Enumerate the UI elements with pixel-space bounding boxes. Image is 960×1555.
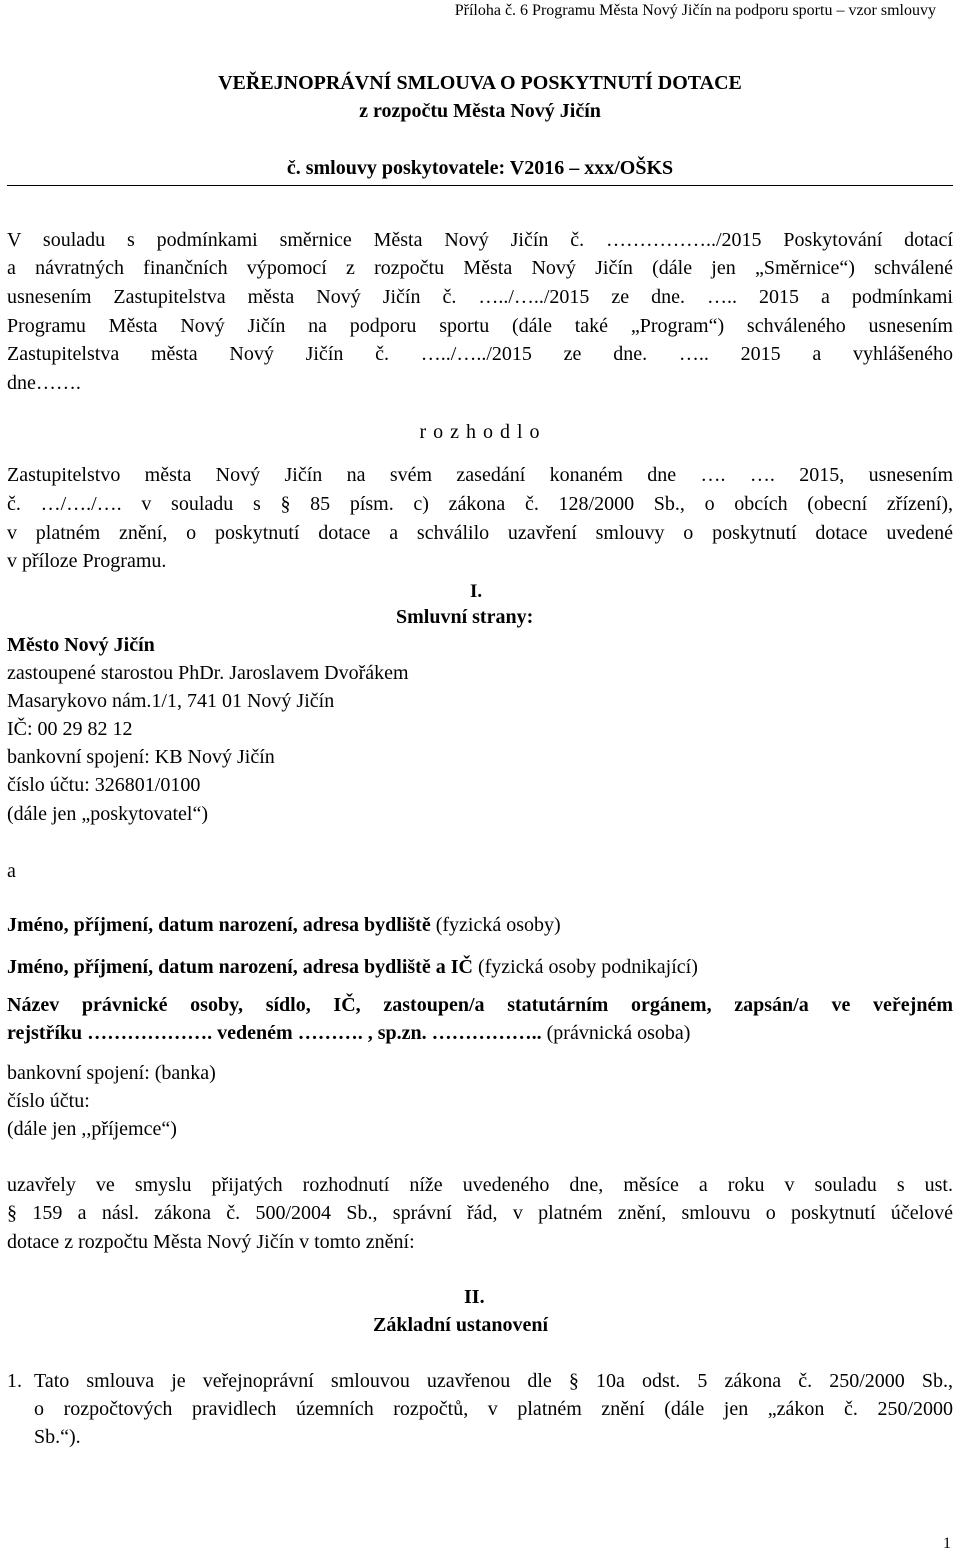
provider-ic: IČ: 00 29 82 12 (7, 718, 133, 740)
page-header-note: Příloha č. 6 Programu Města Nový Jičín na podporu sportu – vzor smlouvy (454, 2, 936, 19)
section-1-title: Smluvní strany: (396, 606, 534, 628)
item-1-number: 1. (7, 1370, 22, 1392)
agreement-line-2: § 159 a násl. zákona č. 500/2004 Sb., správní řád, v platném znění, smlouvu o poskytnutí účelové (7, 1202, 953, 1224)
preamble-line-4: Programu Města Nový Jičín na podporu sportu (dále také „Program“) schváleného usnesením (7, 315, 953, 337)
section-1-number: I. (470, 581, 483, 602)
item-1-line-2: o rozpočtových pravidlech územních rozpočtů, v platném znění (dále jen „zákon č. 250/2000 (34, 1398, 953, 1420)
preamble-line-5: Zastupitelstva města Nový Jičín č. …../…../2015 ze dne. ….. 2015 a vyhlášeného (7, 343, 953, 365)
agreement-line-1: uzavřely ve smyslu přijatých rozhodnutí níže uvedeného dne, měsíce a roku v souladu s ust. (7, 1174, 953, 1196)
recipient-option-1-type: (fyzická osoby) (430, 914, 561, 936)
provider-account: číslo účtu: 326801/0100 (7, 774, 201, 796)
document-title: VEŘEJNOPRÁVNÍ SMLOUVA O POSKYTNUTÍ DOTACE (218, 72, 742, 94)
decision-line-4: v příloze Programu. (7, 550, 167, 572)
preamble-line-2: a návratných finančních výpomocí z rozpočtu Města Nový Jičín (dále jen „Směrnice“) schválené (7, 257, 953, 279)
agreement-line-3: dotace z rozpočtu Města Nový Jičín v tomto znění: (7, 1231, 415, 1253)
recipient-option-legal-entity (7, 1022, 690, 1045)
recipient-bank: bankovní spojení: (banka) (7, 1062, 216, 1084)
section-2-number: II. (464, 1286, 485, 1308)
recipient-option-2-fields: Jméno, příjmení, datum narození, adresa bydliště a IČ (7, 956, 473, 978)
contract-number: č. smlouvy poskytovatele: V2016 – xxx/OŠKS (286, 157, 674, 179)
decision-heading: r o z h o d l o (419, 421, 541, 443)
decision-line-1: Zastupitelstvo města Nový Jičín na svém zasedání konaném dne …. …. 2015, usnesením (7, 464, 953, 486)
decision-line-2: č. …/…./…. v souladu s § 85 písm. c) zákona č. 128/2000 Sb., o obcích (obecní zřízení), (7, 493, 953, 515)
recipient-option-1-fields: Jméno, příjmení, datum narození, adresa bydliště (7, 914, 431, 936)
provider-representative: zastoupené starostou PhDr. Jaroslavem Dvořákem (7, 662, 409, 684)
recipient-option-3-registry: rejstříku ………………. vedeném ………. , sp.zn. …………….. (7, 1022, 542, 1044)
conjunction-and: a (7, 860, 16, 882)
decision-line-3: v platném znění, o poskytnutí dotace a schválilo uzavření smlouvy o poskytnutí dotace uvedené (7, 522, 953, 544)
preamble-line-1: V souladu s podmínkami směrnice Města Nový Jičín č. ……………../2015 Poskytování dotací (7, 229, 953, 251)
recipient-option-entrepreneur (7, 956, 698, 979)
provider-address: Masarykovo nám.1/1, 741 01 Nový Jičín (7, 690, 335, 712)
item-1-line-3: Sb.“). (34, 1426, 81, 1448)
document-subtitle: z rozpočtu Města Nový Jičín (359, 100, 601, 122)
recipient-option-2-type: (fyzická osoby podnikající) (472, 956, 698, 978)
preamble-line-3: usnesením Zastupitelstva města Nový Jičín č. …../…../2015 ze dne. ….. 2015 a podmínkami (7, 286, 953, 308)
page-number: 1 (943, 1535, 951, 1552)
provider-bank: bankovní spojení: KB Nový Jičín (7, 746, 275, 768)
provider-name: Město Nový Jičín (7, 634, 155, 656)
recipient-option-3-line-1: Název právnické osoby, sídlo, IČ, zastoupen/a statutárním orgánem, zapsán/a ve veřejném (7, 994, 953, 1016)
provider-alias: (dále jen „poskytovatel“) (7, 803, 209, 825)
recipient-option-3-type: (právnická osoba) (541, 1022, 691, 1044)
title-divider (7, 185, 953, 186)
recipient-account: číslo účtu: (7, 1090, 90, 1112)
recipient-option-natural-person (7, 914, 561, 937)
recipient-alias: (dále jen ,,příjemce“) (7, 1118, 177, 1140)
section-2-title: Základní ustanovení (373, 1314, 549, 1336)
preamble-line-6: dne……. (7, 372, 81, 394)
item-1-line-1: Tato smlouva je veřejnoprávní smlouvou uzavřenou dle § 10a odst. 5 zákona č. 250/2000 Sb., (34, 1370, 953, 1392)
